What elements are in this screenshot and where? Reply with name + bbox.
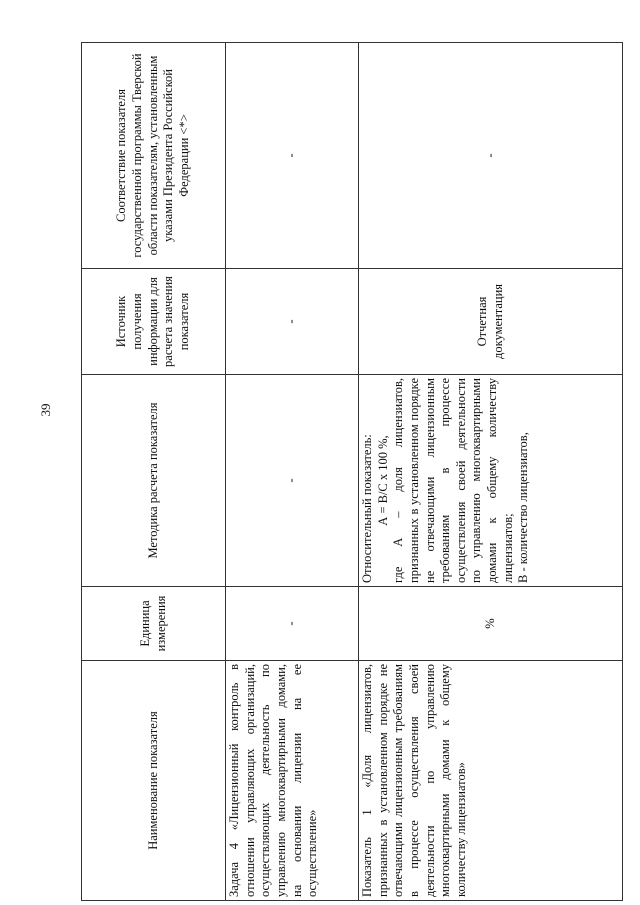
header-unit: Единица измерения [82, 587, 226, 661]
task-compliance: - [226, 43, 359, 269]
indicator-source: Отчетная документация [359, 269, 623, 375]
task-name: Задача 4 «Лицензионный контроль в отношении управляющих организаций, осуществляющих деятельность по управлению многоквартирными домами, на основании лицензии на ее осуществление» [226, 661, 359, 901]
indicator-compliance: - [359, 43, 623, 269]
header-name: Наименование показателя [82, 661, 226, 901]
table-header-row [82, 43, 226, 901]
page-number: 39 [38, 403, 53, 417]
indicator-table [81, 42, 623, 901]
table-row-indicator [359, 43, 623, 901]
indicator-name: Показатель 1 «Доля лицензиатов, признанных в установленном порядке не отвечающими лицензионным требованиям в процессе осуществления своей деятельности по управлению многоквартирными домами к общему количеству лицензиатов» [359, 661, 623, 901]
method-text: где А – доля лицензиатов, признанных в установленном порядке не отвечающими лицензионным требованиям в процессе осуществления своей деятельности по управлению многоквартирными домами к общему количеству лицензиатов; [391, 378, 515, 583]
method-intro: Относительный показатель: [360, 434, 374, 583]
table-wrapper [81, 43, 613, 901]
header-source: Источник получения информации для расчета значения показателя [82, 269, 226, 375]
method-tail: В - количество лицензиатов, [516, 432, 531, 583]
header-compliance: Соответствие показателя государственной программы Тверской области показателям, установленным указами Президента Российской Федерации <*> [82, 43, 226, 269]
indicator-unit: % [359, 587, 623, 661]
task-method: - [226, 375, 359, 587]
task-source: - [226, 269, 359, 375]
method-formula: А = В/С х 100 %, [375, 435, 390, 526]
task-unit: - [226, 587, 359, 661]
indicator-method [359, 375, 623, 587]
table-row-task [226, 43, 359, 901]
header-method: Методика расчета показателя [82, 375, 226, 587]
